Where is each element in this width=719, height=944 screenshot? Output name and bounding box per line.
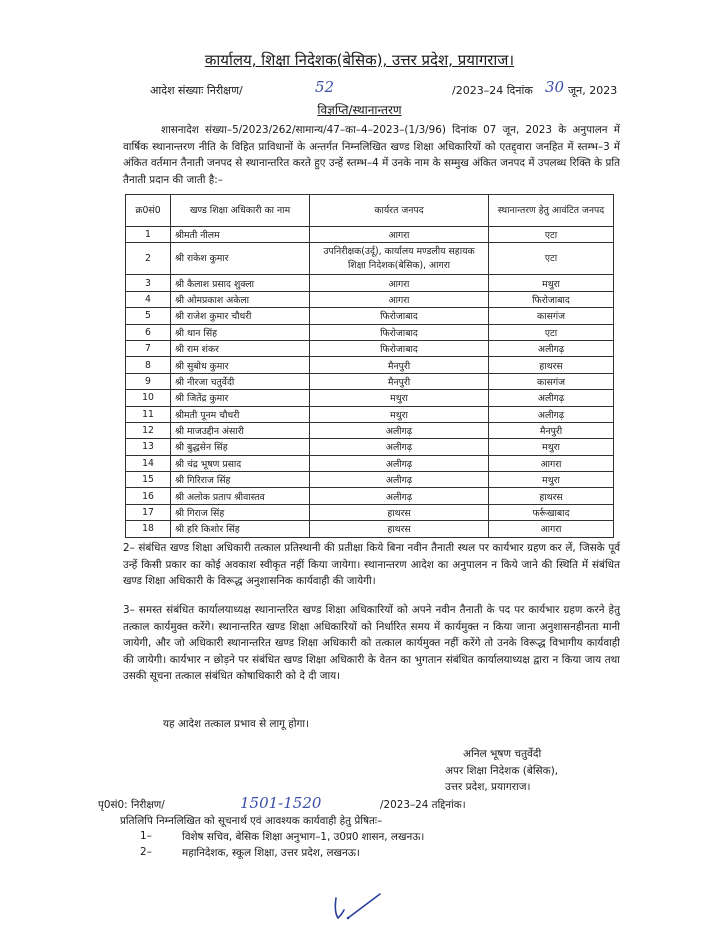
cell-new-district: अलीगढ़ [489, 340, 614, 356]
table-row [126, 488, 614, 504]
cell-current-district: उपनिरीक्षक(उर्दू), कार्यालय मण्डलीय सहायक शिक्षा निदेशक(बेसिक), आगरा [310, 243, 489, 275]
order-day-handwritten: 30 [545, 78, 565, 96]
cell-serial: 16 [126, 488, 171, 504]
cell-new-district: अलीगढ़ [489, 406, 614, 422]
table-row [126, 390, 614, 406]
cell-serial: 9 [126, 373, 171, 389]
cell-current-district: मैनपुरी [310, 373, 489, 389]
cell-new-district: एटा [489, 227, 614, 243]
table-body [126, 227, 614, 538]
cell-current-district: मथुरा [310, 406, 489, 422]
table-row [126, 373, 614, 389]
cell-serial: 7 [126, 340, 171, 356]
table-header-row [126, 195, 614, 227]
table-row [126, 275, 614, 291]
cell-new-district: फिरोजाबाद [489, 291, 614, 307]
cell-serial: 17 [126, 504, 171, 520]
cell-officer-name: श्री माजउद्दीन अंसारी [171, 422, 310, 438]
cell-current-district: मथुरा [310, 390, 489, 406]
handwritten-initials [330, 888, 390, 928]
endorsement-label: पृ0सं0: निरीक्षण/ [98, 799, 165, 811]
cell-new-district: मैनपुरी [489, 422, 614, 438]
paragraph-3: 3– समस्त संबंधित कार्यालयाध्यक्ष स्थानान्तरित खण्ड शिक्षा अधिकारियों को अपने नवीन तैनाती के पद पर कार्यभार ग्रहण करने हेतु तत्काल कार्यमुक्त करेंगे। स्थानान्तरित खण्ड शिक्षा अधिकारियों को निर्धारित समय में कार्यमुक्त न किया जाना अनुशासनहीनता मानी जायेगी, और जो अधिकारी स्थानान्तरित खण्ड शिक्षा अधिकारी को तत्काल कार्यमुक्त नहीं करेंगे तो उनके विरूद्ध विभागीय कार्यवाही की जायेगी। कार्यभार न छोड़ने पर संबंधित खण्ड शिक्षा अधिकारी के वेतन का भुगतान संबंधित कार्यालयाध्यक्ष द्वारा न किया जाय तथा उसकी सूचना तत्काल संबंधित कोषाधिकारी को दे दी जाय। [123, 604, 620, 682]
cell-serial: 14 [126, 455, 171, 471]
cell-new-district: हाथरस [489, 488, 614, 504]
cell-officer-name: श्री सुबोध कुमार [171, 357, 310, 373]
cell-new-district: कासगंज [489, 308, 614, 324]
transfer-table [125, 194, 614, 538]
copy-recipient-number: 2– [140, 846, 152, 858]
cell-current-district: आगरा [310, 291, 489, 307]
signatory-office: उत्तर प्रदेश, प्रयागराज। [445, 781, 531, 793]
table-row [126, 472, 614, 488]
endorsement-number-handwritten: 1501-1520 [240, 794, 322, 812]
cell-new-district: कासगंज [489, 373, 614, 389]
cell-officer-name: श्री जितेंद्र कुमार [171, 390, 310, 406]
table-row [126, 243, 614, 275]
cell-serial: 5 [126, 308, 171, 324]
cell-serial: 8 [126, 357, 171, 373]
table-row [126, 340, 614, 356]
intro-paragraph: शासनादेश संख्या–5/2023/262/सामान्य/47–का–4–2023–(1/3/96) दिनांक 07 जून, 2023 के अनुपालन में वार्षिक स्थानान्तरण नीति के विहित प्राविधानों के अन्तर्गत निम्नलिखित खण्ड शिक्षा अधिकारियों को एतद्द्वारा जनहित में स्तम्भ–3 में अंकित वर्तमान तैनाती जनपद से स्थानान्तरित करते हुए उन्हें स्तम्भ–4 में उनके नाम के सम्मुख अंकित जनपद में उपलब्ध रिक्ति के प्रति तैनाती प्रदान की जाती है:– [123, 124, 620, 186]
cell-current-district: आगरा [310, 275, 489, 291]
column-header-new-district: स्थानान्तरण हेतु आवंटित जनपद [489, 195, 614, 227]
cell-current-district: अलीगढ़ [310, 455, 489, 471]
cell-officer-name: श्री गिरिराज सिंह [171, 472, 310, 488]
cell-serial: 1 [126, 227, 171, 243]
cell-serial: 10 [126, 390, 171, 406]
cell-current-district: आगरा [310, 227, 489, 243]
cell-serial: 3 [126, 275, 171, 291]
cell-serial: 6 [126, 324, 171, 340]
cell-new-district: अलीगढ़ [489, 390, 614, 406]
cell-new-district: मथुरा [489, 275, 614, 291]
order-number-handwritten: 52 [315, 78, 335, 96]
order-month-year: जून, 2023 [568, 84, 618, 97]
cell-current-district: हाथरस [310, 521, 489, 537]
copy-recipient-text: विशेष सचिव, बेसिक शिक्षा अनुभाग–1, उ0प्र0 शासन, लखनऊ। [182, 831, 425, 843]
cell-current-district: फिरोजाबाद [310, 308, 489, 324]
cell-officer-name: श्री ओमप्रकाश अकेला [171, 291, 310, 307]
table-row [126, 504, 614, 520]
cell-new-district: एटा [489, 324, 614, 340]
table-row [126, 227, 614, 243]
table-row [126, 324, 614, 340]
column-header-serial: क्र0सं0 [126, 195, 171, 227]
cell-new-district: फर्रूखाबाद [489, 504, 614, 520]
cell-officer-name: श्रीमती नीलम [171, 227, 310, 243]
table-row [126, 455, 614, 471]
signature-block [445, 746, 645, 796]
cell-current-district: अलीगढ़ [310, 422, 489, 438]
cell-serial: 13 [126, 439, 171, 455]
order-label: आदेश संख्याः निरीक्षण/ [150, 84, 243, 97]
cell-officer-name: श्री कैलाश प्रसाद शुक्ला [171, 275, 310, 291]
cell-new-district: आगरा [489, 521, 614, 537]
cell-officer-name: श्री बुद्धसेन सिंह [171, 439, 310, 455]
copy-recipient-item [140, 830, 500, 846]
cell-serial: 12 [126, 422, 171, 438]
endorsement-suffix: /2023–24 तद्दिनांक। [380, 799, 466, 811]
table-row [126, 422, 614, 438]
order-session-prefix: /2023–24 दिनांक [452, 84, 533, 97]
cell-serial: 15 [126, 472, 171, 488]
table-row [126, 439, 614, 455]
cell-new-district: हाथरस [489, 357, 614, 373]
signatory-name: अनिल भूषण चतुर्वेदी [463, 748, 542, 760]
copy-recipient-text: महानिदेशक, स्कूल शिक्षा, उत्तर प्रदेश, लखनऊ। [182, 847, 360, 859]
copy-forward-text: प्रतिलिपि निम्नलिखित को सूचनार्थ एवं आवश्यक कार्यवाही हेतु प्रेषितः– [120, 815, 383, 827]
cell-officer-name: श्री गिराज सिंह [171, 504, 310, 520]
cell-current-district: फिरोजाबाद [310, 340, 489, 356]
cell-serial: 4 [126, 291, 171, 307]
cell-officer-name: श्री थान सिंह [171, 324, 310, 340]
cell-current-district: मैनपुरी [310, 357, 489, 373]
cell-current-district: अलीगढ़ [310, 488, 489, 504]
cell-serial: 18 [126, 521, 171, 537]
table-row [126, 308, 614, 324]
cell-officer-name: श्री अलोक प्रताप श्रीवास्तव [171, 488, 310, 504]
column-header-current-district: कार्यरत जनपद [310, 195, 489, 227]
cell-current-district: हाथरस [310, 504, 489, 520]
cell-officer-name: श्री हरि किशोर सिंह [171, 521, 310, 537]
signatory-designation: अपर शिक्षा निदेशक (बेसिक), [445, 764, 559, 777]
cell-new-district: मथुरा [489, 439, 614, 455]
cell-serial: 2 [126, 243, 171, 275]
copy-recipient-item [140, 846, 500, 862]
paragraph-2: 2– संबंधित खण्ड शिक्षा अधिकारी तत्काल प्रतिस्थानी की प्रतीक्षा किये बिना नवीन तैनाती स्थल पर कार्यभार ग्रहण कर लें, जिसके पूर्व उन्हें किसी प्रकार का कोई अवकाश स्वीकृत नहीं किया जायेगा। स्थानान्तरण आदेश का अनुपालन न किये जाने की स्थिति में संबंधित खण्ड शिक्षा अधिकारी के विरूद्ध अनुशासनिक कार्यवाही की जायेगी। [123, 542, 620, 587]
column-header-officer-name: खण्ड शिक्षा अधिकारी का नाम [171, 195, 310, 227]
copy-recipient-number: 1– [140, 830, 152, 842]
office-title: कार्यालय, शिक्षा निदेशक(बेसिक), उत्तर प्रदेश, प्रयागराज। [204, 51, 515, 69]
cell-new-district: आगरा [489, 455, 614, 471]
cell-officer-name: श्री राकेश कुमार [171, 243, 310, 275]
cell-officer-name: श्री राजेश कुमार चौधरी [171, 308, 310, 324]
table-row [126, 521, 614, 537]
cell-new-district: मथुरा [489, 472, 614, 488]
notice-title: विज्ञप्ति/स्थानान्तरण [317, 103, 402, 117]
table-row [126, 406, 614, 422]
cell-officer-name: श्रीमती पूनम चौधरी [171, 406, 310, 422]
effect-line: यह आदेश तत्काल प्रभाव से लागू होगा। [163, 718, 309, 730]
table-row [126, 291, 614, 307]
cell-current-district: अलीगढ़ [310, 472, 489, 488]
table-row [126, 357, 614, 373]
cell-serial: 11 [126, 406, 171, 422]
cell-new-district: एटा [489, 243, 614, 275]
cell-officer-name: श्री चंद्र भूषण प्रसाद [171, 455, 310, 471]
cell-officer-name: श्री नीरजा चतुर्वेदी [171, 373, 310, 389]
cell-current-district: अलीगढ़ [310, 439, 489, 455]
cell-current-district: फिरोजाबाद [310, 324, 489, 340]
cell-officer-name: श्री राम शंकर [171, 340, 310, 356]
